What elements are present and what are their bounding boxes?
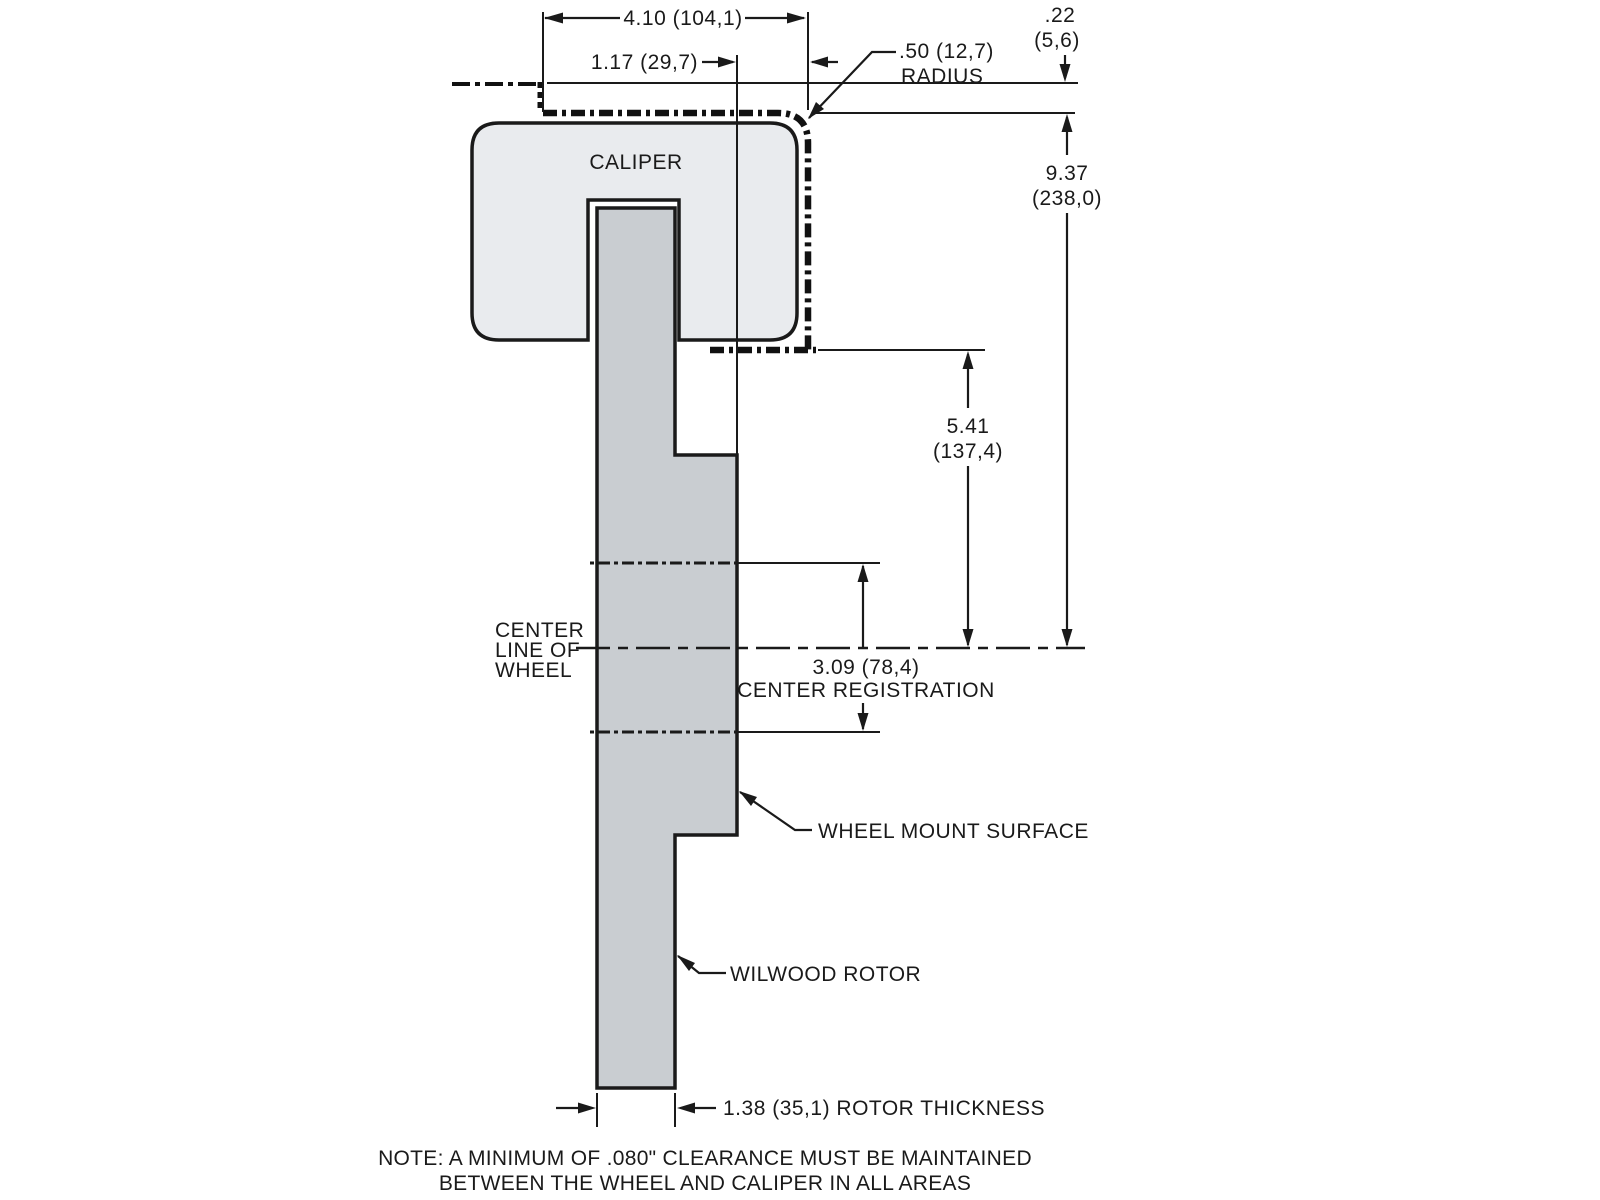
dim-rotor-thickness-text: 1.38 (35,1) ROTOR THICKNESS xyxy=(723,1097,1045,1120)
dim-caliper-width-text: 4.10 (104,1) xyxy=(623,7,743,30)
note-line1: NOTE: A MINIMUM OF .080" CLEARANCE MUST BE MAINTAINED xyxy=(378,1147,1032,1170)
wilwood-rotor-label: WILWOOD ROTOR xyxy=(730,963,922,986)
dim-overall-mm-text: (238,0) xyxy=(1031,187,1103,210)
wheel-mount-surface-label: WHEEL MOUNT SURFACE xyxy=(818,820,1089,843)
centerline-label-line3: WHEEL xyxy=(495,659,573,682)
dim-mount-face-text: 1.17 (29,7) xyxy=(590,51,698,74)
caliper-label: CALIPER xyxy=(589,151,683,174)
dim-clearance-mm-text: (5,6) xyxy=(1034,29,1080,52)
dim-depth-mm-text: (137,4) xyxy=(932,440,1004,463)
centerline-label-line1: CENTER xyxy=(495,619,585,642)
centerline-label-line2: LINE OF xyxy=(495,639,581,662)
dim-radius-word-text: RADIUS xyxy=(901,65,984,88)
note-line2: BETWEEN THE WHEEL AND CALIPER IN ALL AREAS xyxy=(438,1172,972,1195)
dim-radius-value-text: .50 (12,7) xyxy=(899,40,994,63)
dim-clearance-in-text: .22 xyxy=(1044,4,1076,27)
dim-overall-in-text: 9.37 xyxy=(1045,162,1089,185)
dim-depth-in-text: 5.41 xyxy=(946,415,990,438)
dim-register-word-text: CENTER REGISTRATION xyxy=(737,679,995,702)
dim-register-value-text: 3.09 (78,4) xyxy=(812,656,920,679)
